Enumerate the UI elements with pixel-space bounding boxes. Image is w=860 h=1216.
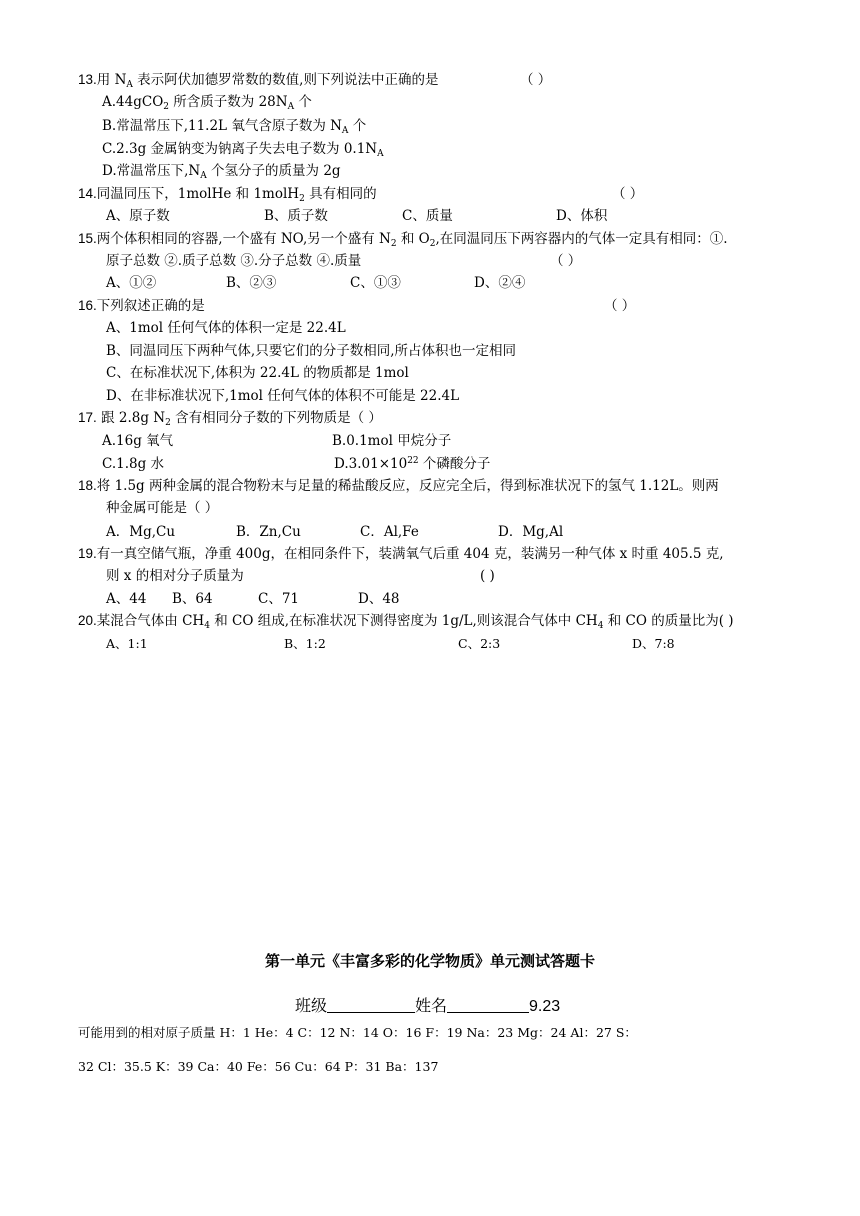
atomic-mass-line-2: 32 Cl：35.5 K：39 Ca：40 Fe：56 Cu：64 P：31 Ba：137 <box>78 1059 439 1074</box>
q17-option-c: C.1.8g 水 <box>102 456 165 472</box>
q15-stem-line2: 原子总数 ②.质子总数 ③.分子总数 ④.质量 <box>106 253 362 269</box>
q14-option-b: B、质子数 <box>264 208 328 224</box>
q13-option-a: A.44gCO$_2$ 所含质子数为 $28N_A$ 个 <box>102 94 312 112</box>
q13-option-c: C.2.3g 金属钠变为钠离子失去电子数为 $0.1N_A$ <box>102 141 384 159</box>
q18-stem: 18.将 1.5g 两种金属的混合物粉末与足量的稀盐酸反应，反应完全后，得到标准状况下的氢气 1.12L。则两 <box>78 478 719 494</box>
q14-option-c: C、质量 <box>402 208 453 224</box>
q19-option-c: C、71 <box>258 591 300 607</box>
q13-number: 13. <box>78 72 97 87</box>
q13-option-b: B.常温常压下,11.2L 氧气含原子数为 $N_A$ 个 <box>102 118 367 136</box>
q13-option-d: D.常温常压下$,N_A$ 个氢分子的质量为 2g <box>102 163 341 181</box>
q16-answer-paren: （ ） <box>604 298 636 314</box>
q16-option-d: D、在非标准状况下,1mol 任何气体的体积不可能是 22.4L <box>106 388 460 404</box>
q17-option-d: $D.3.01\times 10^{22}$ 个磷酸分子 <box>334 456 491 472</box>
q18-stem-line2: 种金属可能是（ ） <box>106 500 219 516</box>
q14-answer-paren: （ ） <box>612 186 644 202</box>
q15-option-c: C、①③ <box>350 275 401 291</box>
q17-option-b: B.0.1mol 甲烷分子 <box>332 433 452 449</box>
q18-option-c: C．Al,Fe <box>360 524 419 540</box>
q19-stem: 19.有一真空储气瓶，净重 400g，在相同条件下，装满氧气后重 404 克，装满另一种气体 x 时重 405.5 克, <box>78 546 724 562</box>
q18-option-b: B．Zn,Cu <box>236 524 301 540</box>
q19-option-b: B、64 <box>172 591 213 607</box>
student-info-line <box>295 993 560 1016</box>
q15-answer-paren: （ ） <box>550 253 582 269</box>
q16-option-a: A、1mol 任何气体的体积一定是 22.4L <box>106 320 346 336</box>
name-label: 姓名 <box>415 998 448 1015</box>
q20-stem: 20.某混合气体由 $CH_4$ 和 CO 组成,在标准状况下测得密度为 1g/L,则该混合气体中 $CH_4$ 和 CO 的质量比为( ) <box>78 613 734 631</box>
q16-option-c: C、在标准状况下,体积为 22.4L 的物质都是 1mol <box>106 365 409 381</box>
q14-stem: 14.同温同压下，1molHe 和 1molH$_2$ 具有相同的 <box>78 186 377 204</box>
q19-answer-paren: ( ) <box>480 568 495 584</box>
q19-option-d: D、48 <box>358 591 400 607</box>
date-text: 9.23 <box>529 998 561 1015</box>
q13-stem: 13.用 $N_A$ 表示阿伏加德罗常数的数值,则下列说法中正确的是 <box>78 72 439 90</box>
q17-option-a: A.16g 氧气 <box>102 433 174 449</box>
answer-card-title: 第一单元《丰富多彩的化学物质》单元测试答题卡 <box>264 952 595 970</box>
q16-option-b: B、同温同压下两种气体,只要它们的分子数相同,所占体积也一定相同 <box>106 343 517 359</box>
q20-option-d: D、7:8 <box>632 636 675 651</box>
class-label: 班级 <box>295 998 328 1015</box>
class-blank[interactable] <box>327 996 415 1013</box>
q18-option-d: D．Mg,Al <box>498 524 564 540</box>
q20-option-b: B、1:2 <box>284 636 326 651</box>
q18-option-a: A．Mg,Cu <box>106 524 176 540</box>
q14-option-a: A、原子数 <box>106 208 170 224</box>
q17-stem: 17. 跟 2.8g $N_2$ 含有相同分子数的下列物质是（ ） <box>78 410 382 428</box>
q20-option-a: A、1:1 <box>106 636 148 651</box>
q19-stem-line2: 则 x 的相对分子质量为 <box>106 568 244 584</box>
q14-option-d: D、体积 <box>556 208 608 224</box>
q16-stem: 16.下列叙述正确的是 <box>78 298 205 314</box>
q19-option-a: A、44 <box>106 591 147 607</box>
q15-option-d: D、②④ <box>474 275 526 291</box>
q15-stem: 15.两个体积相同的容器,一个盛有 NO,另一个盛有 $N_2$ 和 $O_2$,在同温同压下两容器内的气体一定具有相同：①. <box>78 231 728 249</box>
atomic-mass-line-1: 可能用到的相对原子质量 H：1 He：4 C：12 N：14 O：16 F：19 Na：23 Mg：24 Al：27 S： <box>78 1025 637 1040</box>
q15-option-b: B、②③ <box>226 275 277 291</box>
q20-option-c: C、2:3 <box>458 636 501 651</box>
name-blank[interactable] <box>447 996 529 1013</box>
q13-answer-paren: （ ） <box>520 72 552 88</box>
q15-option-a: A、①② <box>106 275 157 291</box>
